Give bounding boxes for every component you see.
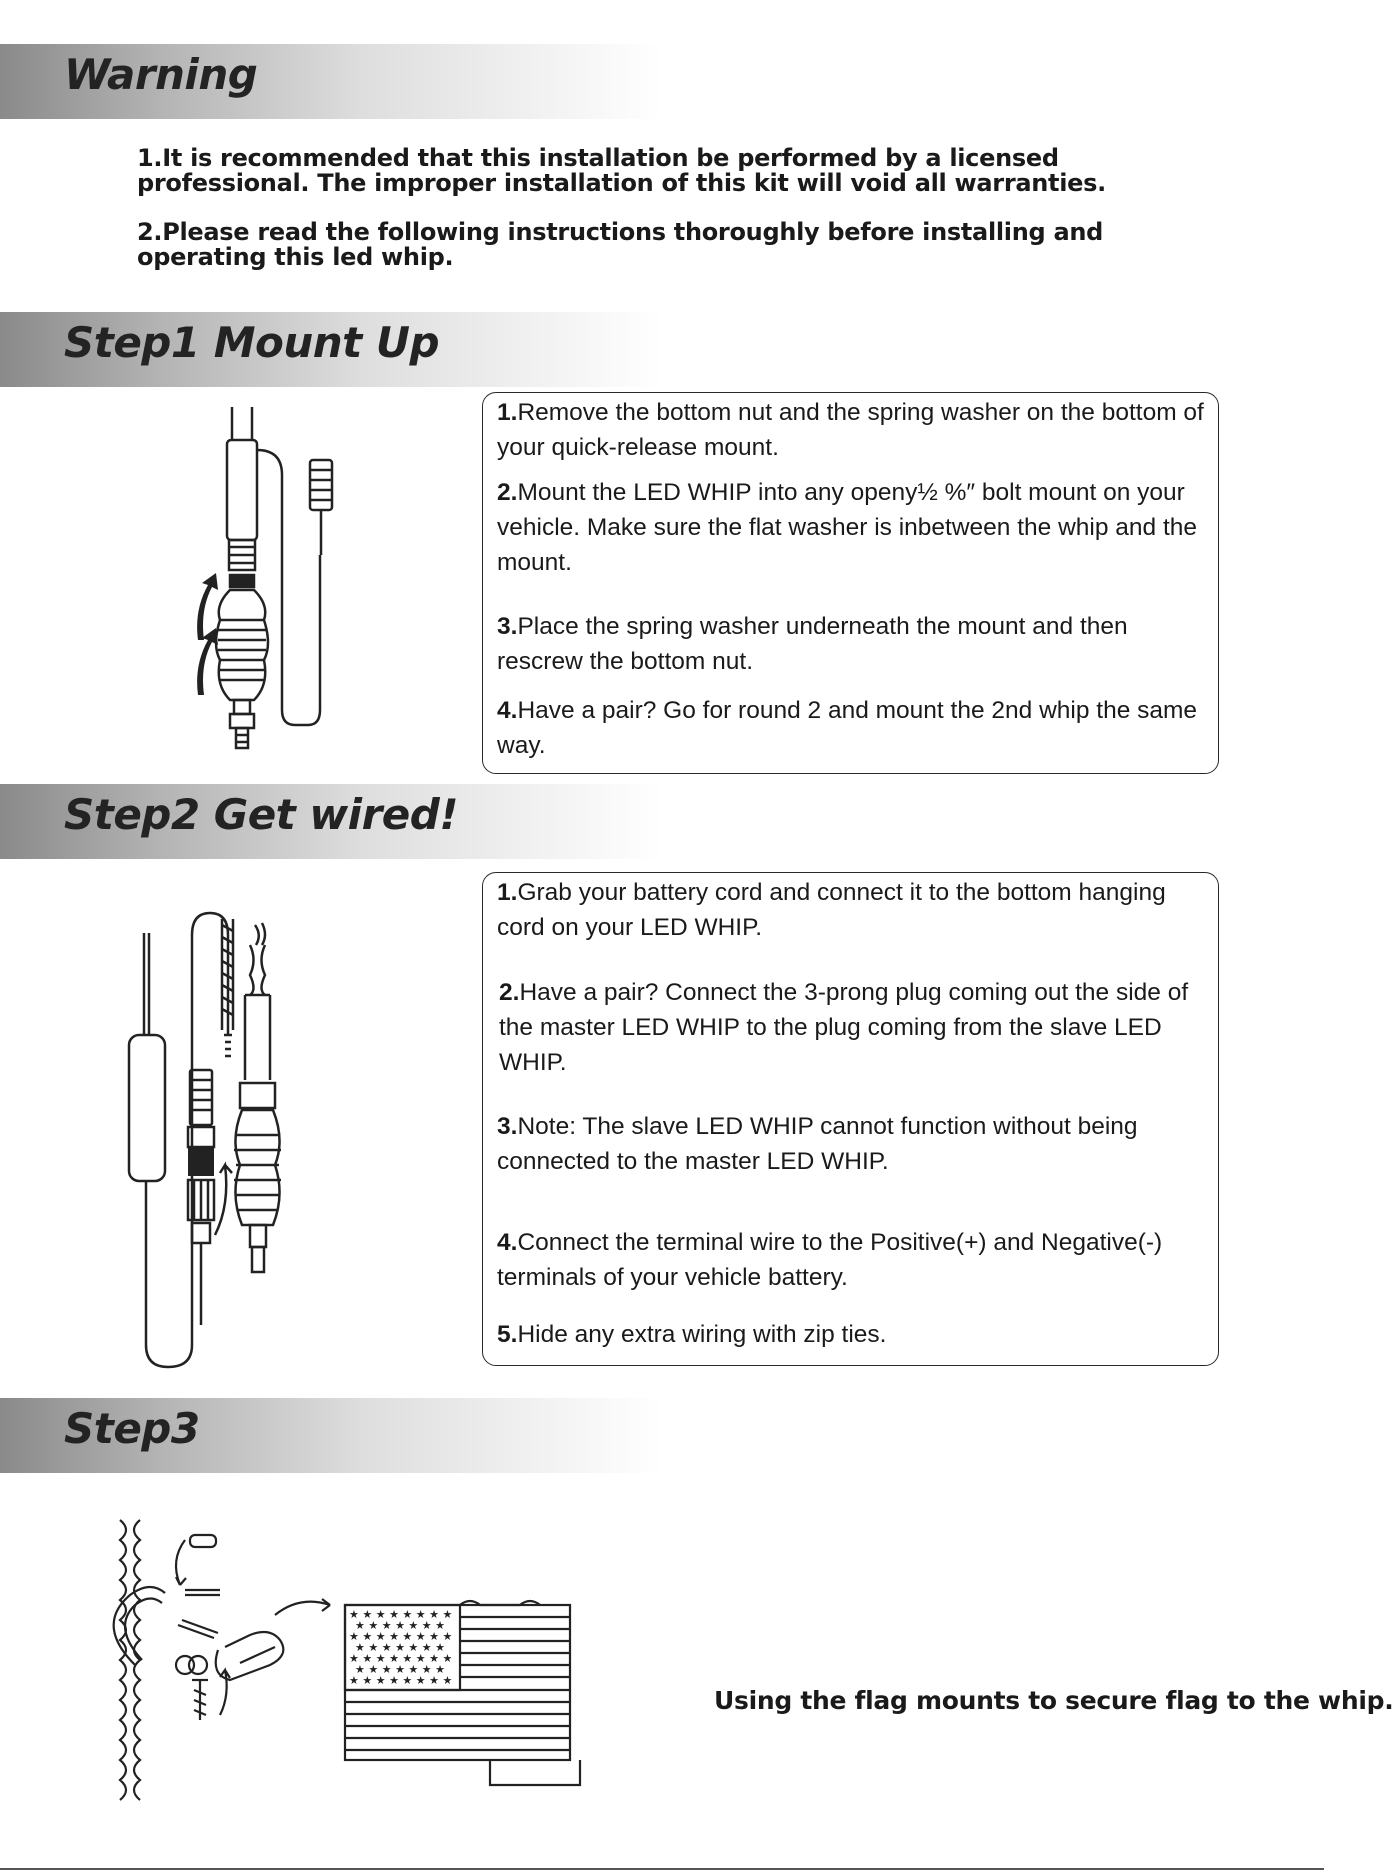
flag-mount-icon [90, 1515, 590, 1805]
step3-caption: Using the flag mounts to secure flag to the whip. [714, 1686, 1393, 1715]
step2-header [0, 784, 662, 859]
warning-item-2: 2.Please read the following instructions thoroughly before installing and operating this led whip. [137, 218, 1104, 271]
step2-item-4-num: 4. [497, 1229, 518, 1256]
step2-item-3-num: 3. [497, 1113, 518, 1140]
svg-text:★ ★ ★ ★ ★ ★ ★: ★ ★ ★ ★ ★ ★ ★ [355, 1663, 446, 1676]
step3-title: Step3 [64, 1404, 200, 1453]
whip-wiring-icon [120, 905, 310, 1375]
step2-title: Step2 Get wired! [64, 790, 458, 839]
step2-item-2-num: 2. [499, 979, 520, 1006]
step1-item-1 [497, 395, 1212, 465]
step2-instructions [482, 872, 1219, 1366]
step1-item-1-text: Remove the bottom nut and the spring washer on the bottom of your quick-release mount. [497, 399, 1204, 461]
step2-item-1 [497, 875, 1212, 945]
step1-item-4-num: 4. [497, 697, 518, 724]
whip-mount-icon [190, 405, 350, 770]
step1-item-2 [497, 475, 1212, 580]
svg-text:★ ★ ★ ★ ★ ★ ★ ★: ★ ★ ★ ★ ★ ★ ★ ★ [349, 1652, 453, 1665]
svg-text:★ ★ ★ ★ ★ ★ ★ ★: ★ ★ ★ ★ ★ ★ ★ ★ [349, 1630, 453, 1643]
step1-title: Step1 Mount Up [64, 318, 440, 367]
step1-item-2-text: Mount the LED WHIP into any openy½ %″ bolt mount on your vehicle. Make sure the flat washer is inbetween the whip and the mount. [497, 479, 1198, 576]
step2-item-2-text: Have a pair? Connect the 3-prong plug coming out the side of the master LED WHIP to the plug coming from the slave LED WHIP. [499, 979, 1189, 1076]
svg-text:★ ★ ★ ★ ★ ★ ★ ★: ★ ★ ★ ★ ★ ★ ★ ★ [349, 1608, 453, 1621]
step2-item-4-text: Connect the terminal wire to the Positive(+) and Negative(-) terminals of your vehicle battery. [497, 1229, 1163, 1291]
svg-text:★ ★ ★ ★ ★ ★ ★ ★: ★ ★ ★ ★ ★ ★ ★ ★ [349, 1674, 453, 1687]
svg-text:★ ★ ★ ★ ★ ★ ★: ★ ★ ★ ★ ★ ★ ★ [355, 1641, 446, 1654]
svg-text:★ ★ ★ ★ ★ ★ ★: ★ ★ ★ ★ ★ ★ ★ [355, 1619, 446, 1632]
warning-header [0, 44, 662, 119]
step1-item-4-text: Have a pair? Go for round 2 and mount the 2nd whip the same way. [497, 697, 1198, 759]
step1-item-3 [497, 609, 1212, 679]
step2-item-2 [499, 975, 1212, 1080]
step2-item-3 [497, 1109, 1212, 1179]
page-bottom-rule [0, 1868, 1324, 1870]
step2-item-4 [497, 1225, 1212, 1295]
step1-item-4 [497, 693, 1212, 763]
step1-header [0, 312, 662, 387]
step2-item-1-text: Grab your battery cord and connect it to the bottom hanging cord on your LED WHIP. [497, 879, 1166, 941]
step1-item-2-num: 2. [497, 479, 518, 506]
step2-item-5-text: Hide any extra wiring with zip ties. [517, 1321, 887, 1348]
step2-item-5 [497, 1317, 1212, 1352]
step1-item-3-text: Place the spring washer underneath the mount and then rescrew the bottom nut. [497, 613, 1128, 675]
step1-item-3-num: 3. [497, 613, 518, 640]
step2-item-1-num: 1. [497, 879, 518, 906]
step2-item-5-num: 5. [497, 1321, 518, 1348]
warning-title: Warning [64, 50, 258, 99]
warning-item-1: 1.It is recommended that this installation be performed by a licensed professional. The improper installation of this kit will void all warranties. [137, 144, 1106, 197]
step1-item-1-num: 1. [497, 399, 518, 426]
step1-instructions [482, 392, 1219, 774]
step2-item-3-text: Note: The slave LED WHIP cannot function without being connected to the master LED WHIP. [497, 1113, 1138, 1175]
step3-header [0, 1398, 662, 1473]
